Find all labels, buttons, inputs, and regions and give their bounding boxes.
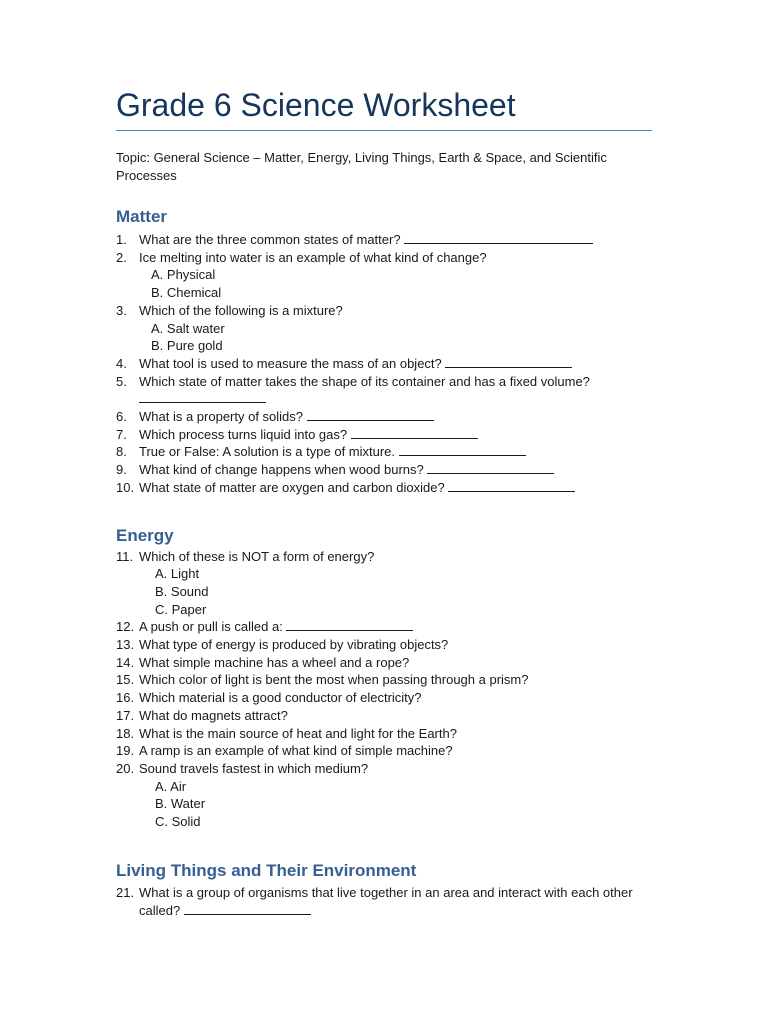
question-10: 10. What state of matter are oxygen and carbon dioxide?	[116, 479, 652, 497]
section-heading-living-things: Living Things and Their Environment	[116, 860, 417, 880]
question-text: What is a property of solids?	[139, 409, 304, 425]
question-text: What kind of change happens when wood burns?	[139, 462, 424, 478]
question-text: Which of these is NOT a form of energy?	[139, 548, 375, 564]
worksheet-page	[116, 86, 652, 919]
question-16: 16. Which material is a good conductor of electricity?	[116, 689, 652, 707]
question-6: 6. What is a property of solids?	[116, 408, 652, 426]
question-text: Which material is a good conductor of electricity?	[139, 690, 422, 706]
question-5: 5. Which state of matter takes the shape of its container and has a fixed volume?	[116, 373, 652, 408]
section-energy	[116, 526, 652, 831]
answer-blank[interactable]	[351, 427, 478, 439]
page-title: Grade 6 Science Worksheet	[116, 86, 652, 131]
option-a[interactable]: A. Light	[155, 566, 200, 582]
question-14: 14. What simple machine has a wheel and a rope?	[116, 654, 652, 672]
topic-line: Topic: General Science – Matter, Energy, Living Things, Earth & Space, and Scientific Processes	[116, 150, 607, 183]
question-3: 3. Which of the following is a mixture?	[116, 302, 652, 320]
question-12: 12. A push or pull is called a:	[116, 618, 652, 636]
answer-blank[interactable]	[445, 356, 572, 368]
question-text: Which color of light is bent the most when passing through a prism?	[139, 672, 529, 688]
section-matter	[116, 207, 652, 497]
question-21: 21. What is a group of organisms that live together in an area and interact with each other called?	[116, 884, 633, 918]
question-text: True or False: A solution is a type of mixture.	[139, 444, 396, 460]
question-text: What are the three common states of matter?	[139, 232, 401, 247]
question-text: What is the main source of heat and light for the Earth?	[139, 725, 457, 741]
question-text: A push or pull is called a:	[139, 619, 283, 635]
question-text: What simple machine has a wheel and a rope?	[139, 654, 410, 670]
question-text: Which process turns liquid into gas?	[139, 426, 348, 442]
option-a[interactable]: A. Air	[155, 778, 187, 794]
question-text: What state of matter are oxygen and carbon dioxide?	[139, 479, 445, 495]
question-17: 17. What do magnets attract?	[116, 707, 652, 725]
question-13: 13. What type of energy is produced by vibrating objects?	[116, 636, 652, 654]
question-text: What type of energy is produced by vibrating objects?	[139, 637, 449, 653]
option-a[interactable]: A. Salt water	[151, 320, 225, 336]
section-living-things	[116, 861, 652, 919]
question-text: What tool is used to measure the mass of an object?	[139, 355, 442, 371]
question-text: A ramp is an example of what kind of simple machine?	[139, 743, 453, 759]
question-8: 8. True or False: A solution is a type of mixture.	[116, 443, 652, 461]
question-text: Which state of matter takes the shape of its container and has a fixed volume?	[139, 373, 590, 389]
option-b[interactable]: B. Pure gold	[151, 338, 223, 354]
question-15: 15. Which color of light is bent the most when passing through a prism?	[116, 671, 652, 689]
answer-blank[interactable]	[286, 619, 413, 631]
question-2: 2. Ice melting into water is an example of what kind of change?	[116, 249, 652, 267]
section-heading-energy: Energy	[116, 525, 174, 545]
question-text: What do magnets attract?	[139, 707, 288, 723]
question-11: 11. Which of these is NOT a form of energy?	[116, 548, 652, 566]
section-heading-matter: Matter	[116, 207, 168, 226]
question-text: What is a group of organisms that live together in an area and interact with each other called?	[139, 884, 633, 918]
option-b[interactable]: B. Sound	[155, 583, 209, 599]
answer-blank[interactable]	[404, 232, 593, 244]
question-19: 19. A ramp is an example of what kind of simple machine?	[116, 742, 652, 760]
option-c[interactable]: C. Solid	[155, 814, 201, 830]
question-4: 4. What tool is used to measure the mass of an object?	[116, 355, 652, 373]
answer-blank[interactable]	[139, 391, 266, 403]
question-7: 7. Which process turns liquid into gas?	[116, 426, 652, 444]
question-18: 18. What is the main source of heat and light for the Earth?	[116, 725, 652, 743]
question-text: Which of the following is a mixture?	[139, 302, 343, 318]
answer-blank[interactable]	[184, 903, 311, 915]
option-b[interactable]: B. Chemical	[151, 285, 222, 301]
question-text: Sound travels fastest in which medium?	[139, 760, 369, 776]
question-text: Ice melting into water is an example of what kind of change?	[139, 249, 487, 265]
option-a[interactable]: A. Physical	[151, 267, 216, 283]
option-b[interactable]: B. Water	[155, 796, 206, 812]
question-9: 9. What kind of change happens when wood burns?	[116, 461, 652, 479]
option-c[interactable]: C. Paper	[155, 601, 207, 617]
answer-blank[interactable]	[427, 462, 554, 474]
answer-blank[interactable]	[307, 409, 434, 421]
question-20: 20. Sound travels fastest in which medium?	[116, 760, 652, 778]
answer-blank[interactable]	[399, 444, 526, 456]
answer-blank[interactable]	[448, 480, 575, 492]
question-1: 1. What are the three common states of matter?	[116, 231, 652, 249]
